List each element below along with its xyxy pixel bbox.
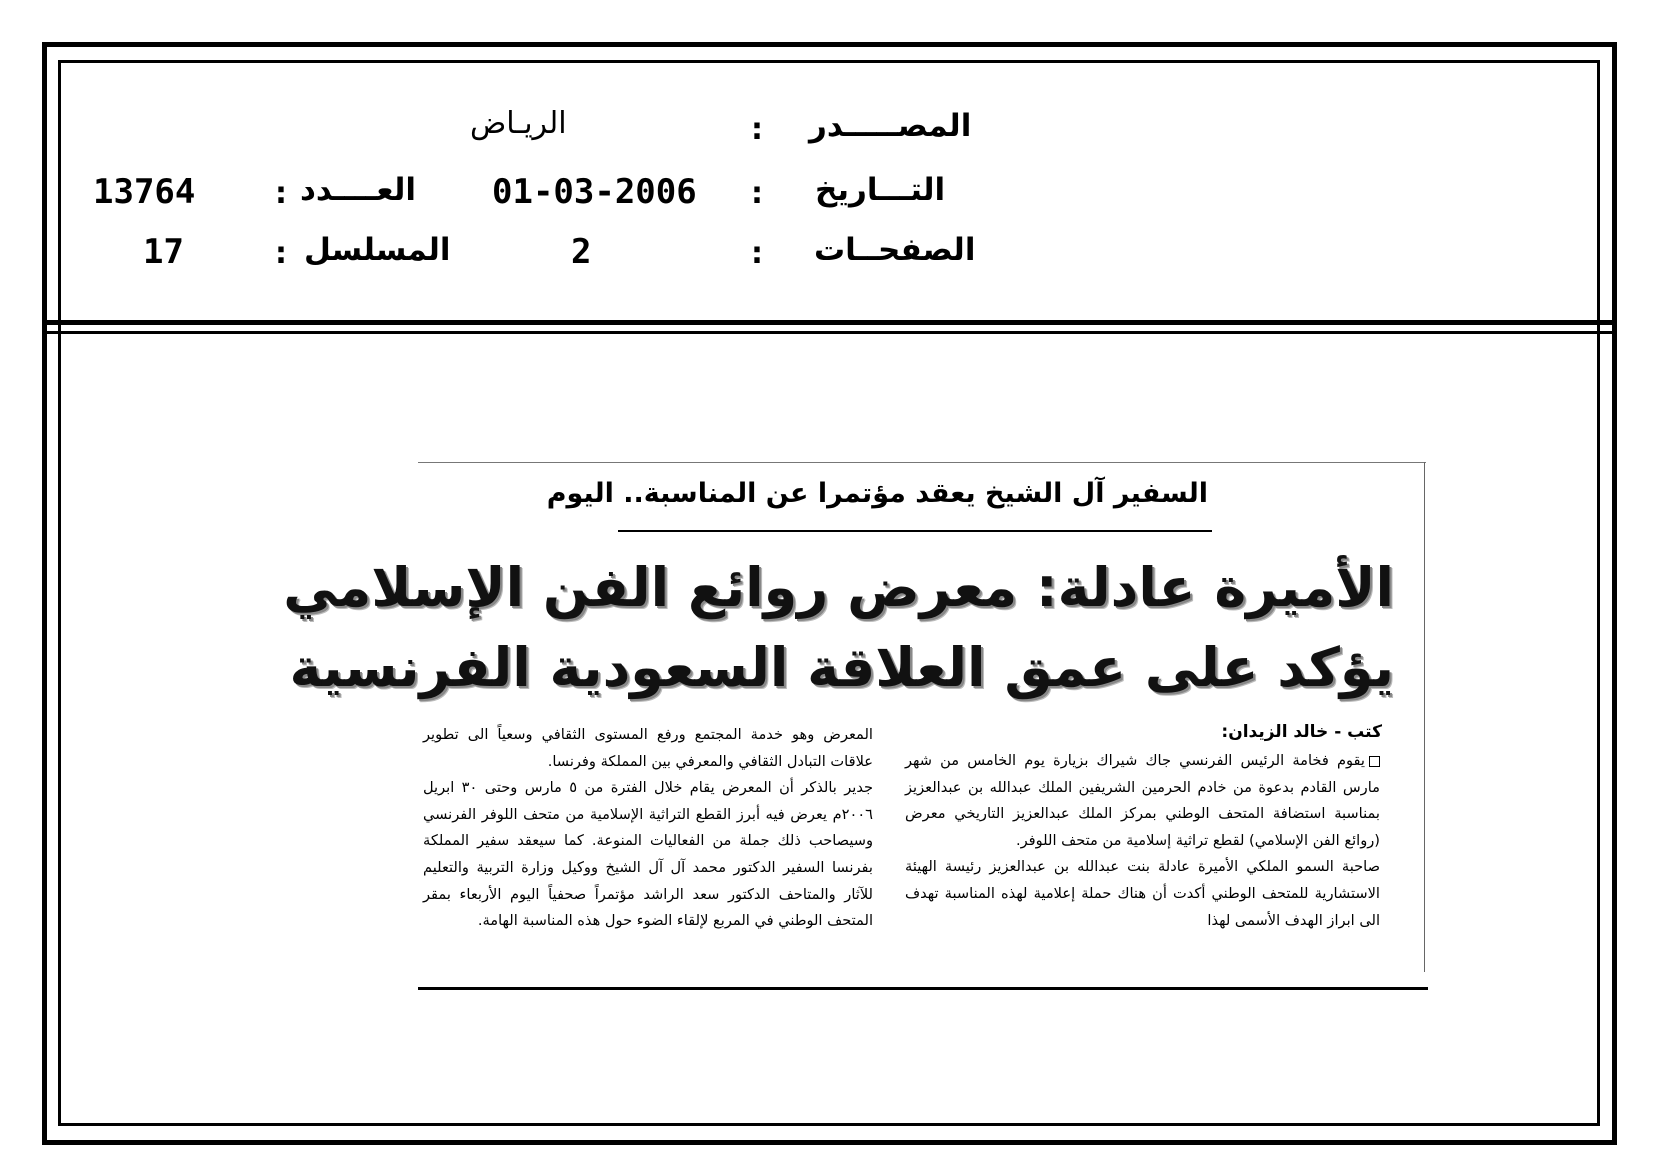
paragraph: صاحبة السمو الملكي الأميرة عادلة بنت عبدالله بن عبدالعزيز رئيسة الهيئة الاستشارية للمتحف الوطني أكدت أن هناك حملة إعلامية لهذه المناسبة تهدف الى ابراز الهدف الأسمى لهذا [905,858,1380,929]
headline-line-1: الأميرة عادلة: معرض روائع الفن الإسلامي [283,556,1394,619]
article-column-right [905,748,1380,934]
clip-bottom-rule [418,987,1428,990]
header-divider [42,320,1617,334]
pages-label: الصفحــات [814,232,976,268]
serial-value: 17 [143,232,184,272]
article-kicker: السفير آل الشيخ يعقد مؤتمرا عن المناسبة.. اليوم [546,478,1208,509]
pages-colon: : [751,236,763,271]
headline-line-2: يؤكد على عمق العلاقة السعودية الفرنسية [289,636,1394,699]
paragraph: جدير بالذكر أن المعرض يقام خلال الفترة من ٥ مارس وحتى ٣٠ ابريل ٢٠٠٦م يعرض فيه أبرز القطع التراثية الإسلامية من متحف اللوفر الفرنسي وسيصاحب ذلك جملة من الفعاليات المنوعة. كما سيعقد سفير المملكة بفرنسا السفير الدكتور محمد آل آل الشيخ ووكيل وزارة التربية والتعليم للآثار والمتاحف الدكتور سعد الراشد مؤتمراً صحفياً اليوم الأربعاء بمقر المتحف الوطني في المربع لإلقاء الضوء حول هذه المناسبة الهامة. [423,779,873,930]
date-value: 01-03-2006 [492,172,697,212]
serial-label: المسلسل [304,232,451,268]
newspaper-clipping [283,460,1428,995]
issue-label: العــــدد [300,172,416,208]
date-label: التـــاريخ [815,172,946,208]
clip-right-rule [1424,462,1425,972]
source-value: الريـاض [470,106,567,141]
source-label: المصـــــدر [809,108,972,144]
serial-colon: : [275,236,287,271]
paragraph [905,748,1380,854]
kicker-underline [618,530,1212,532]
paragraph: المعرض وهو خدمة المجتمع ورفع المستوى الثقافي وسعياً الى تطوير علاقات التبادل الثقافي والمعرفي بين المملكة وفرنسا. [423,726,873,770]
article-byline: كتب - خالد الزيدان: [1221,722,1382,742]
bullet-square-icon [1369,756,1380,767]
source-colon: : [751,112,763,147]
pages-value: 2 [571,232,592,272]
issue-value: 13764 [93,172,196,212]
clip-top-rule [418,462,1426,463]
issue-colon: : [275,176,287,211]
paragraph-text: يقوم فخامة الرئيس الفرنسي جاك شيراك بزيارة يوم الخامس من شهر مارس القادم بدعوة من خادم الحرمين الشريفين الملك عبدالله بن عبدالعزيز بمناسبة استضافة المتحف الوطني بمركز الملك عبدالعزيز التاريخي معرض (روائع الفن الإسلامي) لقطع تراثية إسلامية من متحف اللوفر. [905,752,1380,849]
date-colon: : [751,176,763,211]
article-column-left [423,722,873,935]
